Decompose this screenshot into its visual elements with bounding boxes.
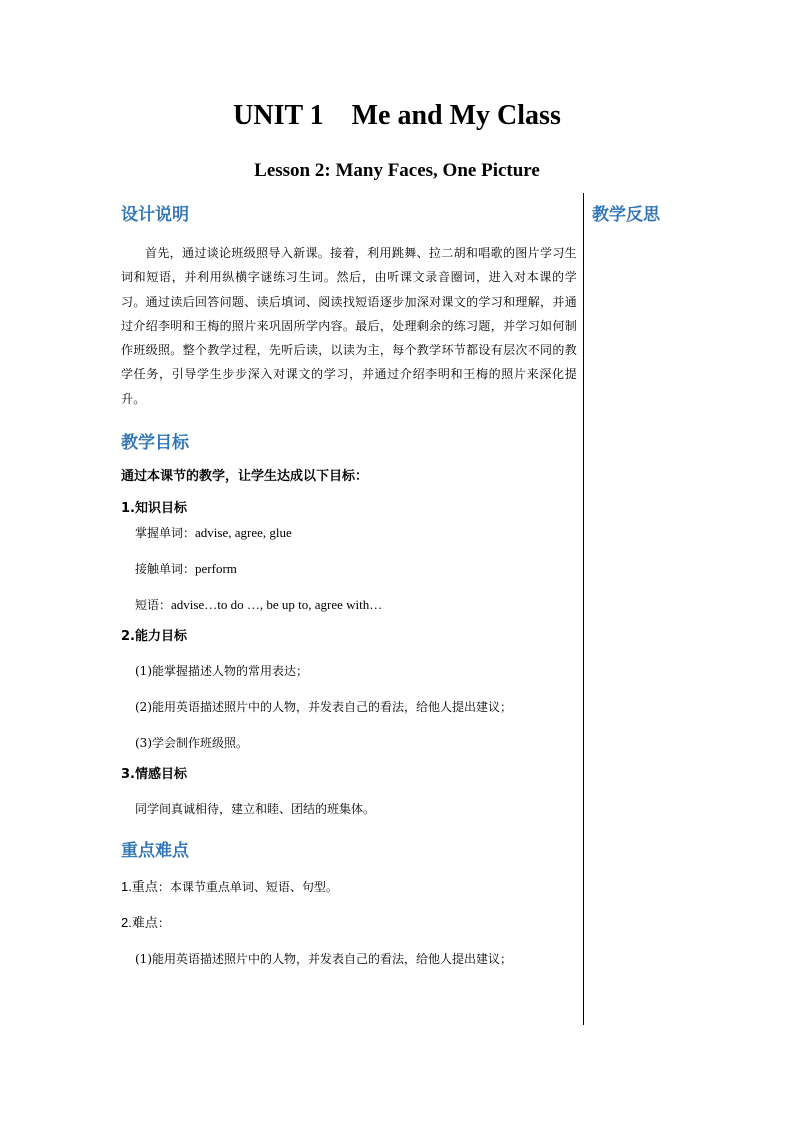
difficult-point-text: ： xyxy=(157,916,170,931)
difficult-point xyxy=(121,913,577,933)
lesson-title: Lesson 2: Many Faces, One Picture xyxy=(254,160,540,181)
ability-goals-heading: 2.能力目标 xyxy=(121,629,187,645)
list-item: (2)能用英语描述照片中的人物，并发表自己的看法，给他人提出建议； xyxy=(135,700,513,715)
main-column xyxy=(121,203,577,969)
key-point xyxy=(121,877,577,897)
item-label: 短语： xyxy=(135,598,172,613)
emotion-goals-heading: 3.情感目标 xyxy=(121,767,187,783)
goals-intro: 通过本课节的教学，让学生达成以下目标： xyxy=(121,469,369,485)
column-divider xyxy=(583,193,584,1025)
keypoints-heading: 重点难点 xyxy=(121,841,189,862)
knowledge-goals-heading: 1.知识目标 xyxy=(121,501,187,517)
list-item xyxy=(135,523,577,543)
key-point-label: 1.重点 xyxy=(121,879,158,895)
reflection-column xyxy=(592,203,772,227)
page-title: UNIT 1 Me and My Class xyxy=(233,100,561,131)
item-value: perform xyxy=(195,561,237,577)
reflection-heading: 教学反思 xyxy=(592,205,660,225)
difficult-point-label: 2.难点 xyxy=(121,915,158,931)
item-value: advise, agree, glue xyxy=(195,525,292,541)
item-label: 接触单词： xyxy=(135,562,196,577)
item-label: 掌握单词： xyxy=(135,526,196,541)
item-value: advise…to do …, be up to, agree with… xyxy=(171,597,383,613)
design-paragraph: 首先，通过谈论班级照导入新课。接着，利用跳舞、拉二胡和唱歌的图片学习生词和短语，并利用纵横字谜练习生词。然后，由听课文录音圈词，进入对本课的学习。通过读后回答问题、读后填词、阅读找短语逐步加深对课文的学习和理解，并通过介绍李明和王梅的照片来巩固所学内容。最后，处理剩余的练习题，并学习如何制作班级照。整个教学过程，先听后读，以读为主，每个教学环节都设有层次不同的教学任务，引导学生步步深入对课文的学习，并通过介绍李明和王梅的照片来深化提升。 xyxy=(121,246,577,406)
emotion-goal-text: 同学间真诚相待，建立和睦、团结的班集体。 xyxy=(135,802,376,817)
key-point-text: ：本课节重点单词、短语、句型。 xyxy=(157,880,338,895)
list-item: (1)能用英语描述照片中的人物，并发表自己的看法，给他人提出建议； xyxy=(135,952,513,967)
list-item xyxy=(135,595,577,615)
goals-heading: 教学目标 xyxy=(121,433,189,454)
list-item: (1)能掌握描述人物的常用表达； xyxy=(135,664,308,679)
list-item xyxy=(135,559,577,579)
list-item: (3)学会制作班级照。 xyxy=(135,736,248,751)
design-heading: 设计说明 xyxy=(121,205,189,225)
